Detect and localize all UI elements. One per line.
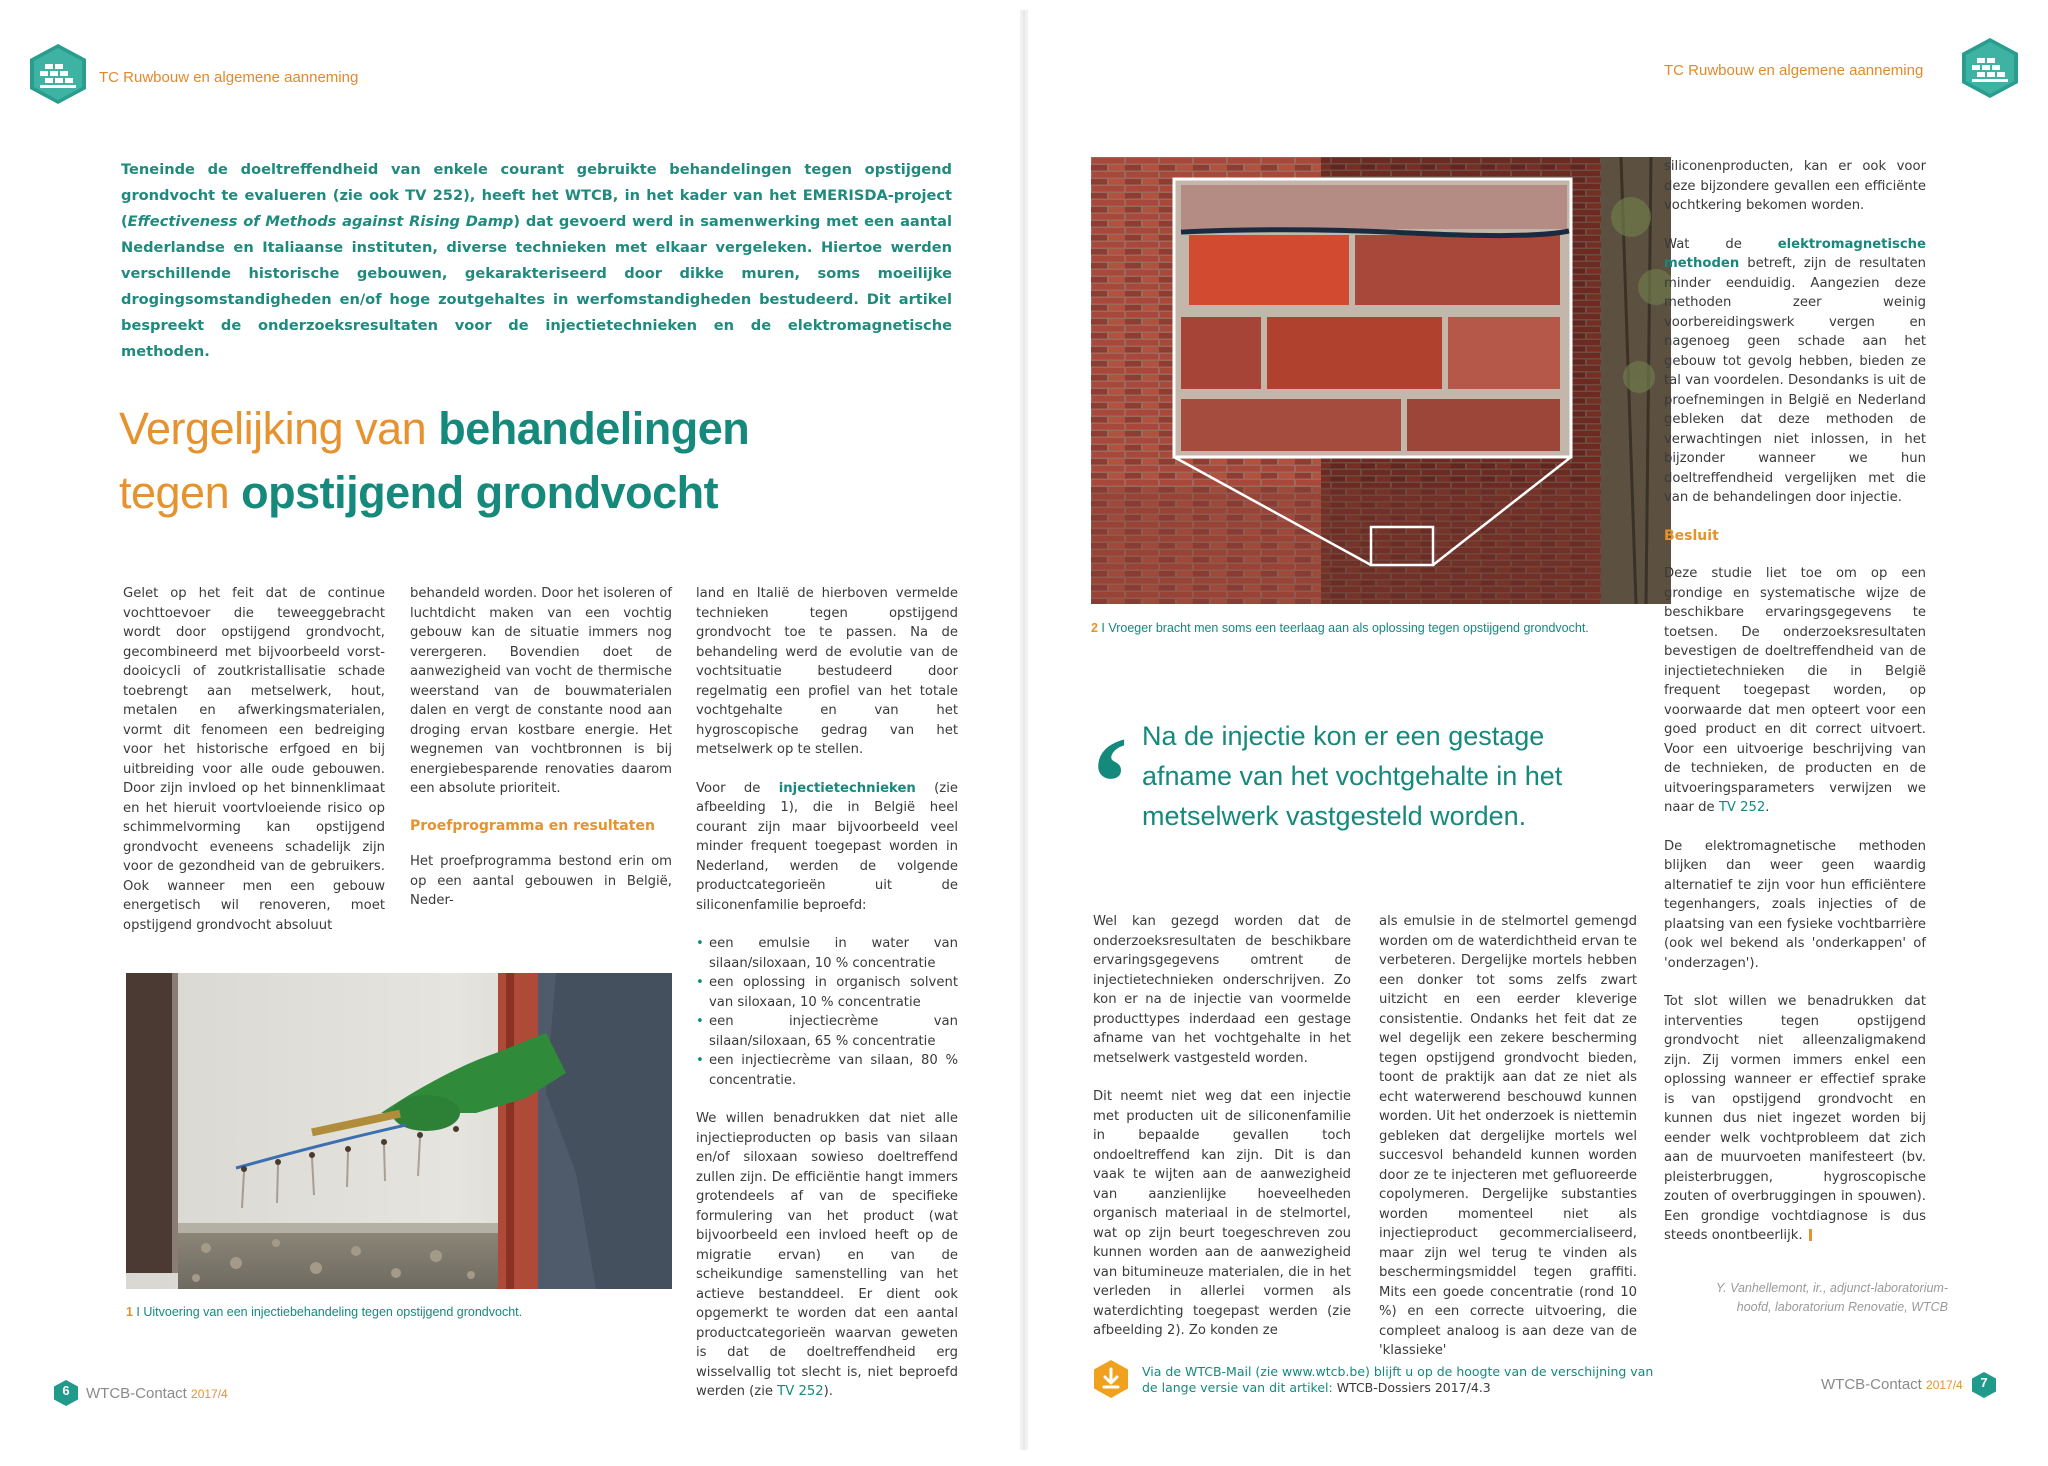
- list-item: • een injectiecrème van silaan/siloxaan, 65 % concentratie: [696, 1012, 958, 1051]
- mail-note-line-1[interactable]: Via de WTCB-Mail (zie www.wtcb.be) blijft u op de hoogte van de verschijning van: [1142, 1364, 1654, 1379]
- download-arrow-icon[interactable]: [1094, 1360, 1128, 1398]
- keyword-elektromagnetische-methoden: elektromagnetische methoden: [1664, 236, 1926, 271]
- body-paragraph: Tot slot willen we benadrukken dat interventies tegen opstijgend grondvocht niet alleenzaligmakend zijn. Zij vormen immers enkel een oplossing wanneer er effectief sprake is van opstijgend grondvocht en kunnen dus niet ingezet worden bij eender welk vochtprobleem dat zich aan de muurvoeten manifesteert (bv. pleisterbruggen, hygroscopische zouten of overbruggingen in spouwen). Een grondige vochtdiagnose is dus steeds onontbeerlijk.: [1664, 994, 1926, 1243]
- body-paragraph: land en Italië de hierboven vermelde technieken tegen opstijgend grondvocht toe te passen. Na de behandeling werd de evolutie van de vochtsituatie bestudeerd door regelmatig een profiel van het totale vochtgehalte en van het hygroscopische gedrag van het metselwerk op te stellen.: [696, 586, 958, 757]
- body-paragraph: siliconenproducten, kan er ook voor deze bijzondere gevallen een efficiënte vochtkering bekomen worden.: [1664, 159, 1926, 213]
- end-of-article-mark: [1809, 1229, 1812, 1241]
- body-paragraph: Wat de elektromagnetische methoden betreft, zijn de resultaten minder eenduidig. Aangezien deze methoden zeer weinig voorbereidingswerk vergen en nagenoeg geen schade aan het gebouw tot gevolg hebben, bieden ze tal van voordelen. Desondanks is uit de proefnemingen in België en Nederland gebleken dat deze methoden de verwachtingen niet inlossen, in het bijzonder wanneer we hun doeltreffendheid vergelijken met die van de behandelingen door injectie.: [1664, 236, 1926, 505]
- figure-1-caption: 1 I Uitvoering van een injectiebehandeling tegen opstijgend grondvocht.: [126, 1305, 523, 1319]
- body-paragraph: Deze studie liet toe om op een grondige en systematische wijze de beschikbare ervaringsgegevens te toetsen. De onderzoeksresultaten bevestigen de doeltreffendheid van de injectietechnieken die in België frequent toegepast worden, op voorwaarde dat men opteert voor een goed product en dit correct uitvoert. Voor een uitvoerige beschrijving van de technieken, de producten en de uitvoeringsparameters verwijzen we naar de TV 252.: [1664, 566, 1926, 815]
- intro-text-1: Teneinde de doeltreffendheid van enkele courant gebruikte behandelingen tegen opstijgend grondvocht te evalueren (zie ook TV 252), heeft het WTCB, in het kader van het EMERISDA-project (: [121, 161, 952, 230]
- tv252-link[interactable]: TV 252: [777, 1384, 824, 1399]
- body-paragraph: We willen benadrukken dat niet alle injectieproducten op basis van silaan en/of siloxaan sowieso doeltreffend zullen zijn. De efficiëntie hangt immers grotendeels af van de specifieke formulering van het product (wat bijvoorbeeld een invloed heeft op de migratie ervan) en van de scheikundige samenstelling van het actieve bestanddeel. Er dient ook opgemerkt te worden dat een aantal productcategorieën waarvan geweten is dat de doeltreffendheid erg wisselvallig tot slecht is, niet beproefd werden (zie TV 252).: [696, 1111, 958, 1399]
- section-title: TC Ruwbouw en algemene aanneming: [99, 69, 359, 86]
- left-column-1: [123, 584, 385, 954]
- subhead-proefprogramma: Proefprogramma en resultaten: [410, 817, 655, 834]
- body-paragraph: als emulsie in de stelmortel gemengd worden om de waterdichtheid ervan te verbeteren. Dergelijke mortels hebben een donker tot soms zelfs zwart uitzicht en een eerder kleverige consistentie. Ondanks het feit dat ze wel degelijk een zekere bescherming tegen opstijgend grondvocht bieden, toont de praktijk aan dat ze niet als echt waterwerend beschouwd kunnen worden. Uit het onderzoek is niettemin gebleken dat dergelijke mortels wel succesvol behandeld kunnen worden door ze te injecteren met gefluoreerde copolymeren. Dergelijke substanties worden momenteel niet als injectieproduct gecommercialiseerd, maar zijn wel terug te vinden als beschermingsmiddel tegen graffiti. Mits een goede concentratie (rond 10 %) en een correcte uitvoering, die compleet analoog is aan deze van de 'klassieke': [1379, 914, 1637, 1358]
- subhead-besluit: Besluit: [1664, 527, 1719, 544]
- right-page: [1028, 0, 2048, 1466]
- footer-magazine-left: WTCB-Contact 2017/4: [86, 1385, 228, 1402]
- figure-1-photo: [126, 973, 672, 1289]
- left-column-2: [410, 584, 672, 930]
- intro-text-2: ) dat gevoerd werd in samenwerking met een aantal Nederlandse en Italiaanse instituten, diverse technieken met elkaar vergeleken. Hiertoe werden verschillende historische gebouwen, gekarakteriseerd door dikke muren, soms moeilijke drogingsomstandigheden en/of hoge zoutgehaltes in werfomstandigheden bestudeerd. Dit artikel bespreekt de onderzoeksresultaten voor de injectietechnieken en de elektromagnetische methoden.: [121, 213, 952, 360]
- list-item: • een injectiecrème van silaan, 80 % concentratie.: [696, 1051, 958, 1090]
- brick-wall-hexagon-icon: [26, 42, 90, 106]
- footer-magazine-right: WTCB-Contact 2017/4: [1821, 1376, 1963, 1393]
- body-paragraph: behandeld worden. Door het isoleren of luchtdicht maken van een vochtig gebouw kan de situatie immers nog verergeren. Bovendien doet de aanwezigheid van vocht de thermische weerstand van de bouwmaterialen dalen en vergt de constante nood aan droging ervan kostbare energie. Het wegnemen van vochtbronnen is bij energiebesparende renovaties daarom een absolute prioriteit.: [410, 586, 672, 796]
- body-paragraph: Dit neemt niet weg dat een injectie met producten uit de siliconenfamilie in bepaalde gevallen toch ondoeltreffend kan zijn. Dit is dan vaak te wijten aan de aanwezigheid van aanzienlijke hoeveelheden organisch materiaal in de stelmortel, wat op zijn beurt toegeschreven zou kunnen worden aan de aanwezigheid van bitumineuze materialen, die in het verleden in allerlei vormen als waterdichting toegepast werden (zie afbeelding 2). Zo konden ze: [1093, 1089, 1351, 1338]
- intro-paragraph: [121, 157, 952, 365]
- body-paragraph: Gelet op het feit dat de continue vochttoevoer die teweeggebracht wordt door opstijgend grondvocht, gecombineerd met bijvoorbeeld vorst-dooicycli of zoutkristallisatie schade toebrengt aan metselwerk, hout, metalen en afwerkingsmaterialen, vormt dit fenomeen een bedreiging voor het historische erfgoed en bij uitbreiding voor alle oude gebouwen. Door zijn invloed op het binnenklimaat en het hieruit voortvloeiende risico op schimmelvorming kan opstijgend grondvocht eveneens schadelijk zijn voor de gezondheid van de gebruikers. Ook wanneer men een gebouw energetisch wil renoveren, moet opstijgend grondvocht absoluut: [123, 586, 385, 933]
- list-item: • een oplossing in organisch solvent van siloxaan, 10 % concentratie: [696, 973, 958, 1012]
- brick-wall-hexagon-icon: [1958, 36, 2022, 100]
- right-column-1: [1093, 912, 1351, 1360]
- body-paragraph: Voor de injectietechnieken (zie afbeelding 1), die in België heel courant zijn maar bijvoorbeeld veel minder frequent toegepast worden in Nederland, werden de volgende productcategorieën uit de siliconenfamilie beproefd:: [696, 780, 958, 913]
- article-title: [119, 397, 749, 525]
- left-page: [0, 0, 1020, 1466]
- quote-mark-icon: ‘: [1088, 711, 1132, 855]
- title-line-2: tegen opstijgend grondvocht: [119, 467, 719, 518]
- body-paragraph: De elektromagnetische methoden blijken dan weer geen waardig alternatief te zijn voor hun efficiëntere tegenhangers, zoals injecties of de plaatsing van een fysieke vochtbarrière (ook wel bekend als 'onderkappen' of 'onderzagen').: [1664, 838, 1926, 971]
- section-title-right: TC Ruwbouw en algemene aanneming: [1664, 62, 1924, 79]
- figure-2-caption: 2 I Vroeger bracht men soms een teerlaag aan als oplossing tegen opstijgend grondvocht.: [1091, 621, 1589, 635]
- intro-project-name: Effectiveness of Methods against Rising Damp: [127, 213, 514, 230]
- title-line-1: Vergelijking van behandelingen: [119, 403, 750, 454]
- pull-quote: Na de injectie kon er een gestage afname van het vochtgehalte in het metselwerk vastgesteld worden.: [1142, 721, 1563, 831]
- page-number-right: 7: [1980, 1375, 1988, 1390]
- list-item: • een emulsie in water van silaan/siloxaan, 10 % concentratie: [696, 934, 958, 973]
- body-paragraph: Het proefprogramma bestond erin om op een aantal gebouwen in België, Neder-: [410, 854, 672, 908]
- left-column-3: [696, 584, 958, 1421]
- product-list: [696, 934, 958, 1090]
- keyword-injectietechnieken: injectietechnieken: [778, 780, 916, 796]
- author-credit: Y. Vanhellemont, ir., adjunct-laboratorium- hoofd, laboratorium Renovatie, WTCB: [1715, 1281, 1948, 1314]
- right-column-2: [1379, 912, 1637, 1380]
- tv252-link[interactable]: TV 252: [1718, 800, 1766, 815]
- body-paragraph: Wel kan gezegd worden dat de onderzoeksresultaten de beschikbare ervaringsgegevens omtrent de injectietechnieken onderschrijven. Zo kon er na de injectie van voormelde producttypes inderdaad een gestage afname van het vochtgehalte in het metselwerk vastgesteld worden.: [1093, 914, 1351, 1066]
- mail-note-line-2: de lange versie van dit artikel: WTCB-Dossiers 2017/4.3: [1142, 1380, 1491, 1395]
- right-column-3: [1664, 157, 1926, 1265]
- page-number-left: 6: [62, 1383, 70, 1398]
- mail-note: [1142, 1364, 1702, 1396]
- figure-2-photo: [1091, 157, 1671, 604]
